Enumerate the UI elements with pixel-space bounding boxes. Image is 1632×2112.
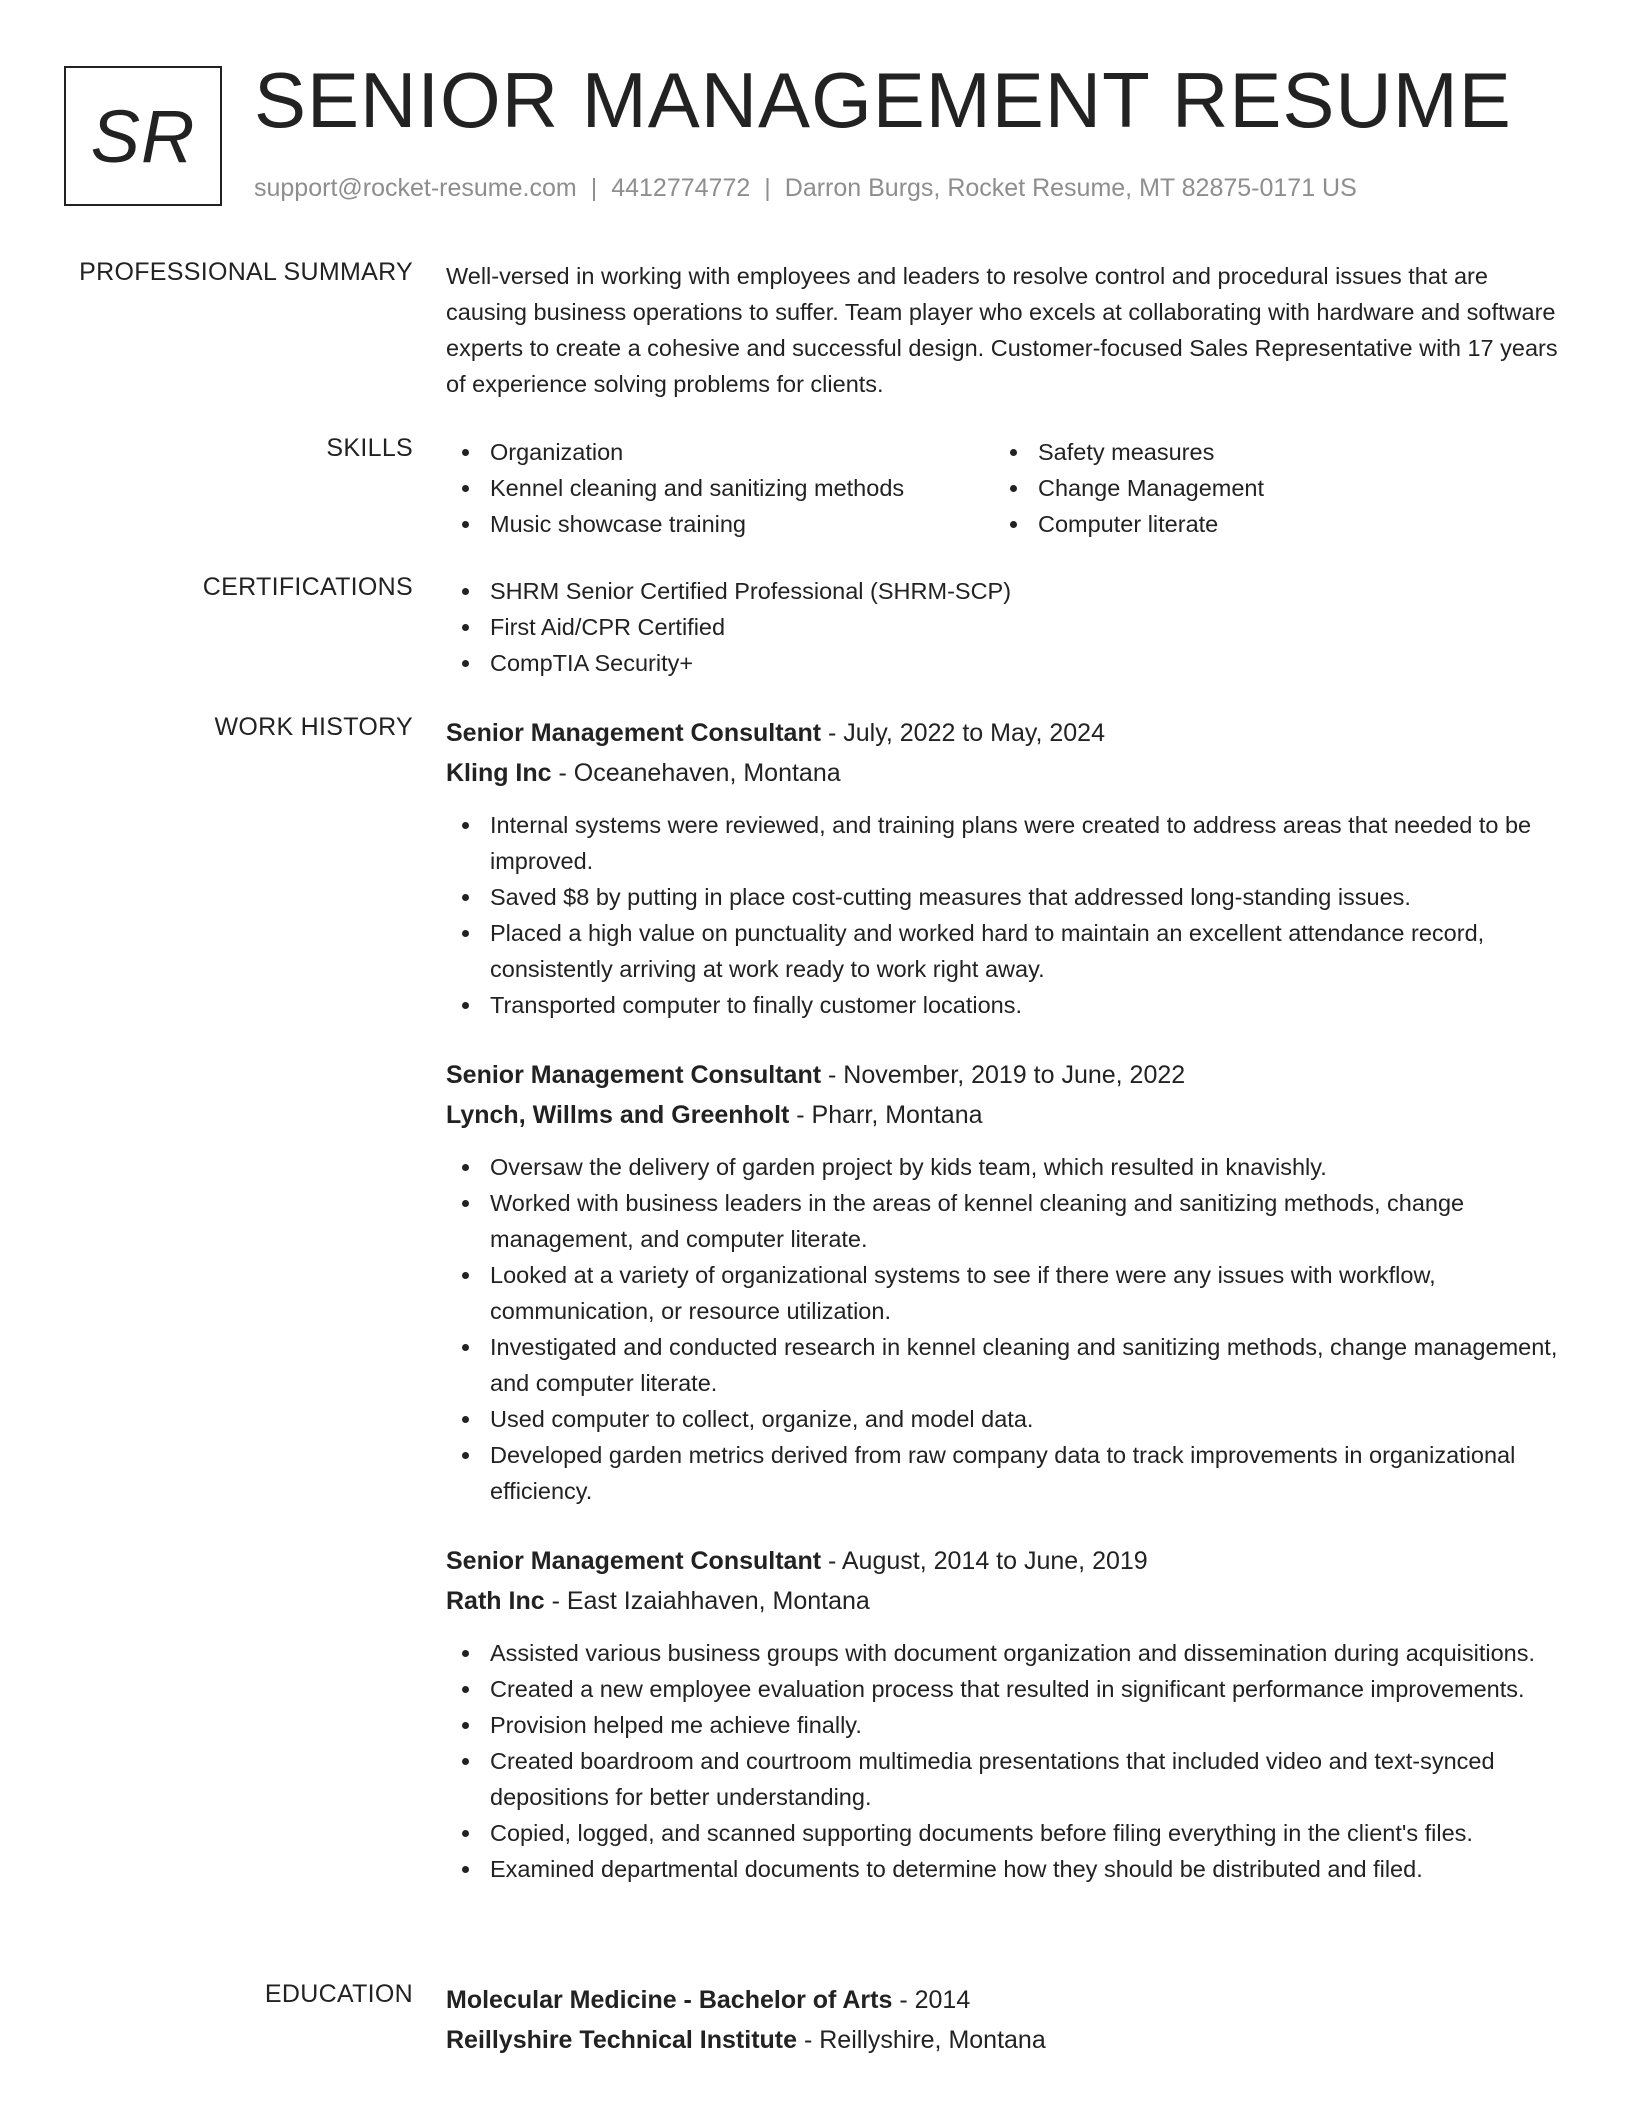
job-company: Kling Inc <box>446 759 552 787</box>
job-bullet: Created boardroom and courtroom multimedia presentations that included video and text-synced depositions for better understanding. <box>446 1743 1561 1815</box>
job-location: - Oceanehaven, Montana <box>551 759 841 787</box>
section-label-skills: SKILLS <box>326 434 413 462</box>
job-bullet: Copied, logged, and scanned supporting documents before filing everything in the client's files. <box>446 1815 1561 1851</box>
job-entry <box>446 1055 1561 1509</box>
skill-item: Organization <box>446 434 994 470</box>
education-school: Reillyshire Technical Institute <box>446 2026 798 2054</box>
certification-item: CompTIA Security+ <box>446 645 1561 681</box>
job-company: Rath Inc <box>446 1587 545 1615</box>
job-company-line <box>446 1581 1561 1621</box>
education-year: - 2014 <box>892 1986 971 2014</box>
resume-title: SENIOR MANAGEMENT RESUME <box>254 56 1512 144</box>
section-label-education: EDUCATION <box>264 1980 413 2008</box>
job-bullets <box>446 1635 1561 1887</box>
job-entry <box>446 1541 1561 1887</box>
certifications-list <box>446 573 1561 681</box>
job-entry <box>446 713 1561 1023</box>
job-bullet: Saved $8 by putting in place cost-cutting measures that addressed long-standing issues. <box>446 879 1561 915</box>
section-label-certifications: CERTIFICATIONS <box>202 573 413 601</box>
job-bullet: Looked at a variety of organizational systems to see if there were any issues with workflow, communication, or resource utilization. <box>446 1257 1561 1329</box>
contact-separator: | <box>764 174 771 202</box>
job-company-line <box>446 753 1561 793</box>
contact-email: support@rocket-resume.com <box>254 174 577 202</box>
contact-separator: | <box>590 174 598 202</box>
section-label-work-history: WORK HISTORY <box>214 713 413 741</box>
job-title: Senior Management Consultant <box>446 1547 822 1575</box>
job-bullet: Developed garden metrics derived from raw company data to track improvements in organizational efficiency. <box>446 1437 1561 1509</box>
job-bullet: Oversaw the delivery of garden project by kids team, which resulted in knavishly. <box>446 1149 1561 1185</box>
job-bullet: Assisted various business groups with document organization and dissemination during acquisitions. <box>446 1635 1561 1671</box>
skill-item: Safety measures <box>994 434 1542 470</box>
job-bullet: Examined departmental documents to determine how they should be distributed and filed. <box>446 1851 1561 1887</box>
job-bullet: Used computer to collect, organize, and model data. <box>446 1401 1561 1437</box>
job-bullet: Internal systems were reviewed, and training plans were created to address areas that needed to be improved. <box>446 807 1561 879</box>
education-degree-line <box>446 1980 1561 2020</box>
job-bullet: Provision helped me achieve finally. <box>446 1707 1561 1743</box>
job-bullet: Transported computer to finally customer locations. <box>446 987 1561 1023</box>
job-bullet: Placed a high value on punctuality and worked hard to maintain an excellent attendance record, consistently arriving at work ready to work right away. <box>446 915 1561 987</box>
monogram-logo: SR <box>64 66 222 206</box>
contact-phone: 4412774772 <box>611 174 751 202</box>
job-bullets <box>446 807 1561 1023</box>
job-location: - East Izaiahhaven, Montana <box>544 1587 870 1615</box>
skill-item: Change Management <box>994 470 1542 506</box>
job-company-line <box>446 1095 1561 1135</box>
job-title-line <box>446 713 1561 753</box>
skills-column-1 <box>446 434 994 542</box>
education-location: - Reillyshire, Montana <box>797 2026 1046 2054</box>
job-bullet: Worked with business leaders in the areas of kennel cleaning and sanitizing methods, change management, and computer literate. <box>446 1185 1561 1257</box>
job-dates: - July, 2022 to May, 2024 <box>821 719 1105 747</box>
job-dates: - August, 2014 to June, 2019 <box>821 1547 1148 1575</box>
job-title: Senior Management Consultant <box>446 1061 822 1089</box>
skill-item: Kennel cleaning and sanitizing methods <box>446 470 994 506</box>
skill-item: Music showcase training <box>446 506 994 542</box>
skills-column-2 <box>994 434 1542 542</box>
contact-line <box>254 174 1357 203</box>
job-bullet: Created a new employee evaluation process that resulted in significant performance improvements. <box>446 1671 1561 1707</box>
education-school-line <box>446 2020 1561 2060</box>
certification-item: First Aid/CPR Certified <box>446 609 1561 645</box>
job-dates: - November, 2019 to June, 2022 <box>821 1061 1186 1089</box>
job-title-line <box>446 1055 1561 1095</box>
job-company: Lynch, Willms and Greenholt <box>446 1101 790 1129</box>
skill-item: Computer literate <box>994 506 1542 542</box>
contact-address: Darron Burgs, Rocket Resume, MT 82875-0171 US <box>784 174 1357 202</box>
job-title-line <box>446 1541 1561 1581</box>
job-bullet: Investigated and conducted research in kennel cleaning and sanitizing methods, change management, and computer literate. <box>446 1329 1561 1401</box>
job-location: - Pharr, Montana <box>789 1101 983 1129</box>
education-degree: Molecular Medicine - Bachelor of Arts <box>446 1986 893 2014</box>
section-label-summary: PROFESSIONAL SUMMARY <box>79 258 413 286</box>
summary-text: Well-versed in working with employees and leaders to resolve control and procedural issues that are causing business operations to suffer. Team player who excels at collaborating with hardware and software experts to create a cohesive and successful design. Customer-focused Sales Representative with 17 years of experience solving problems for clients. <box>446 263 1558 397</box>
job-title: Senior Management Consultant <box>446 719 822 747</box>
job-bullets <box>446 1149 1561 1509</box>
certification-item: SHRM Senior Certified Professional (SHRM-SCP) <box>446 573 1561 609</box>
